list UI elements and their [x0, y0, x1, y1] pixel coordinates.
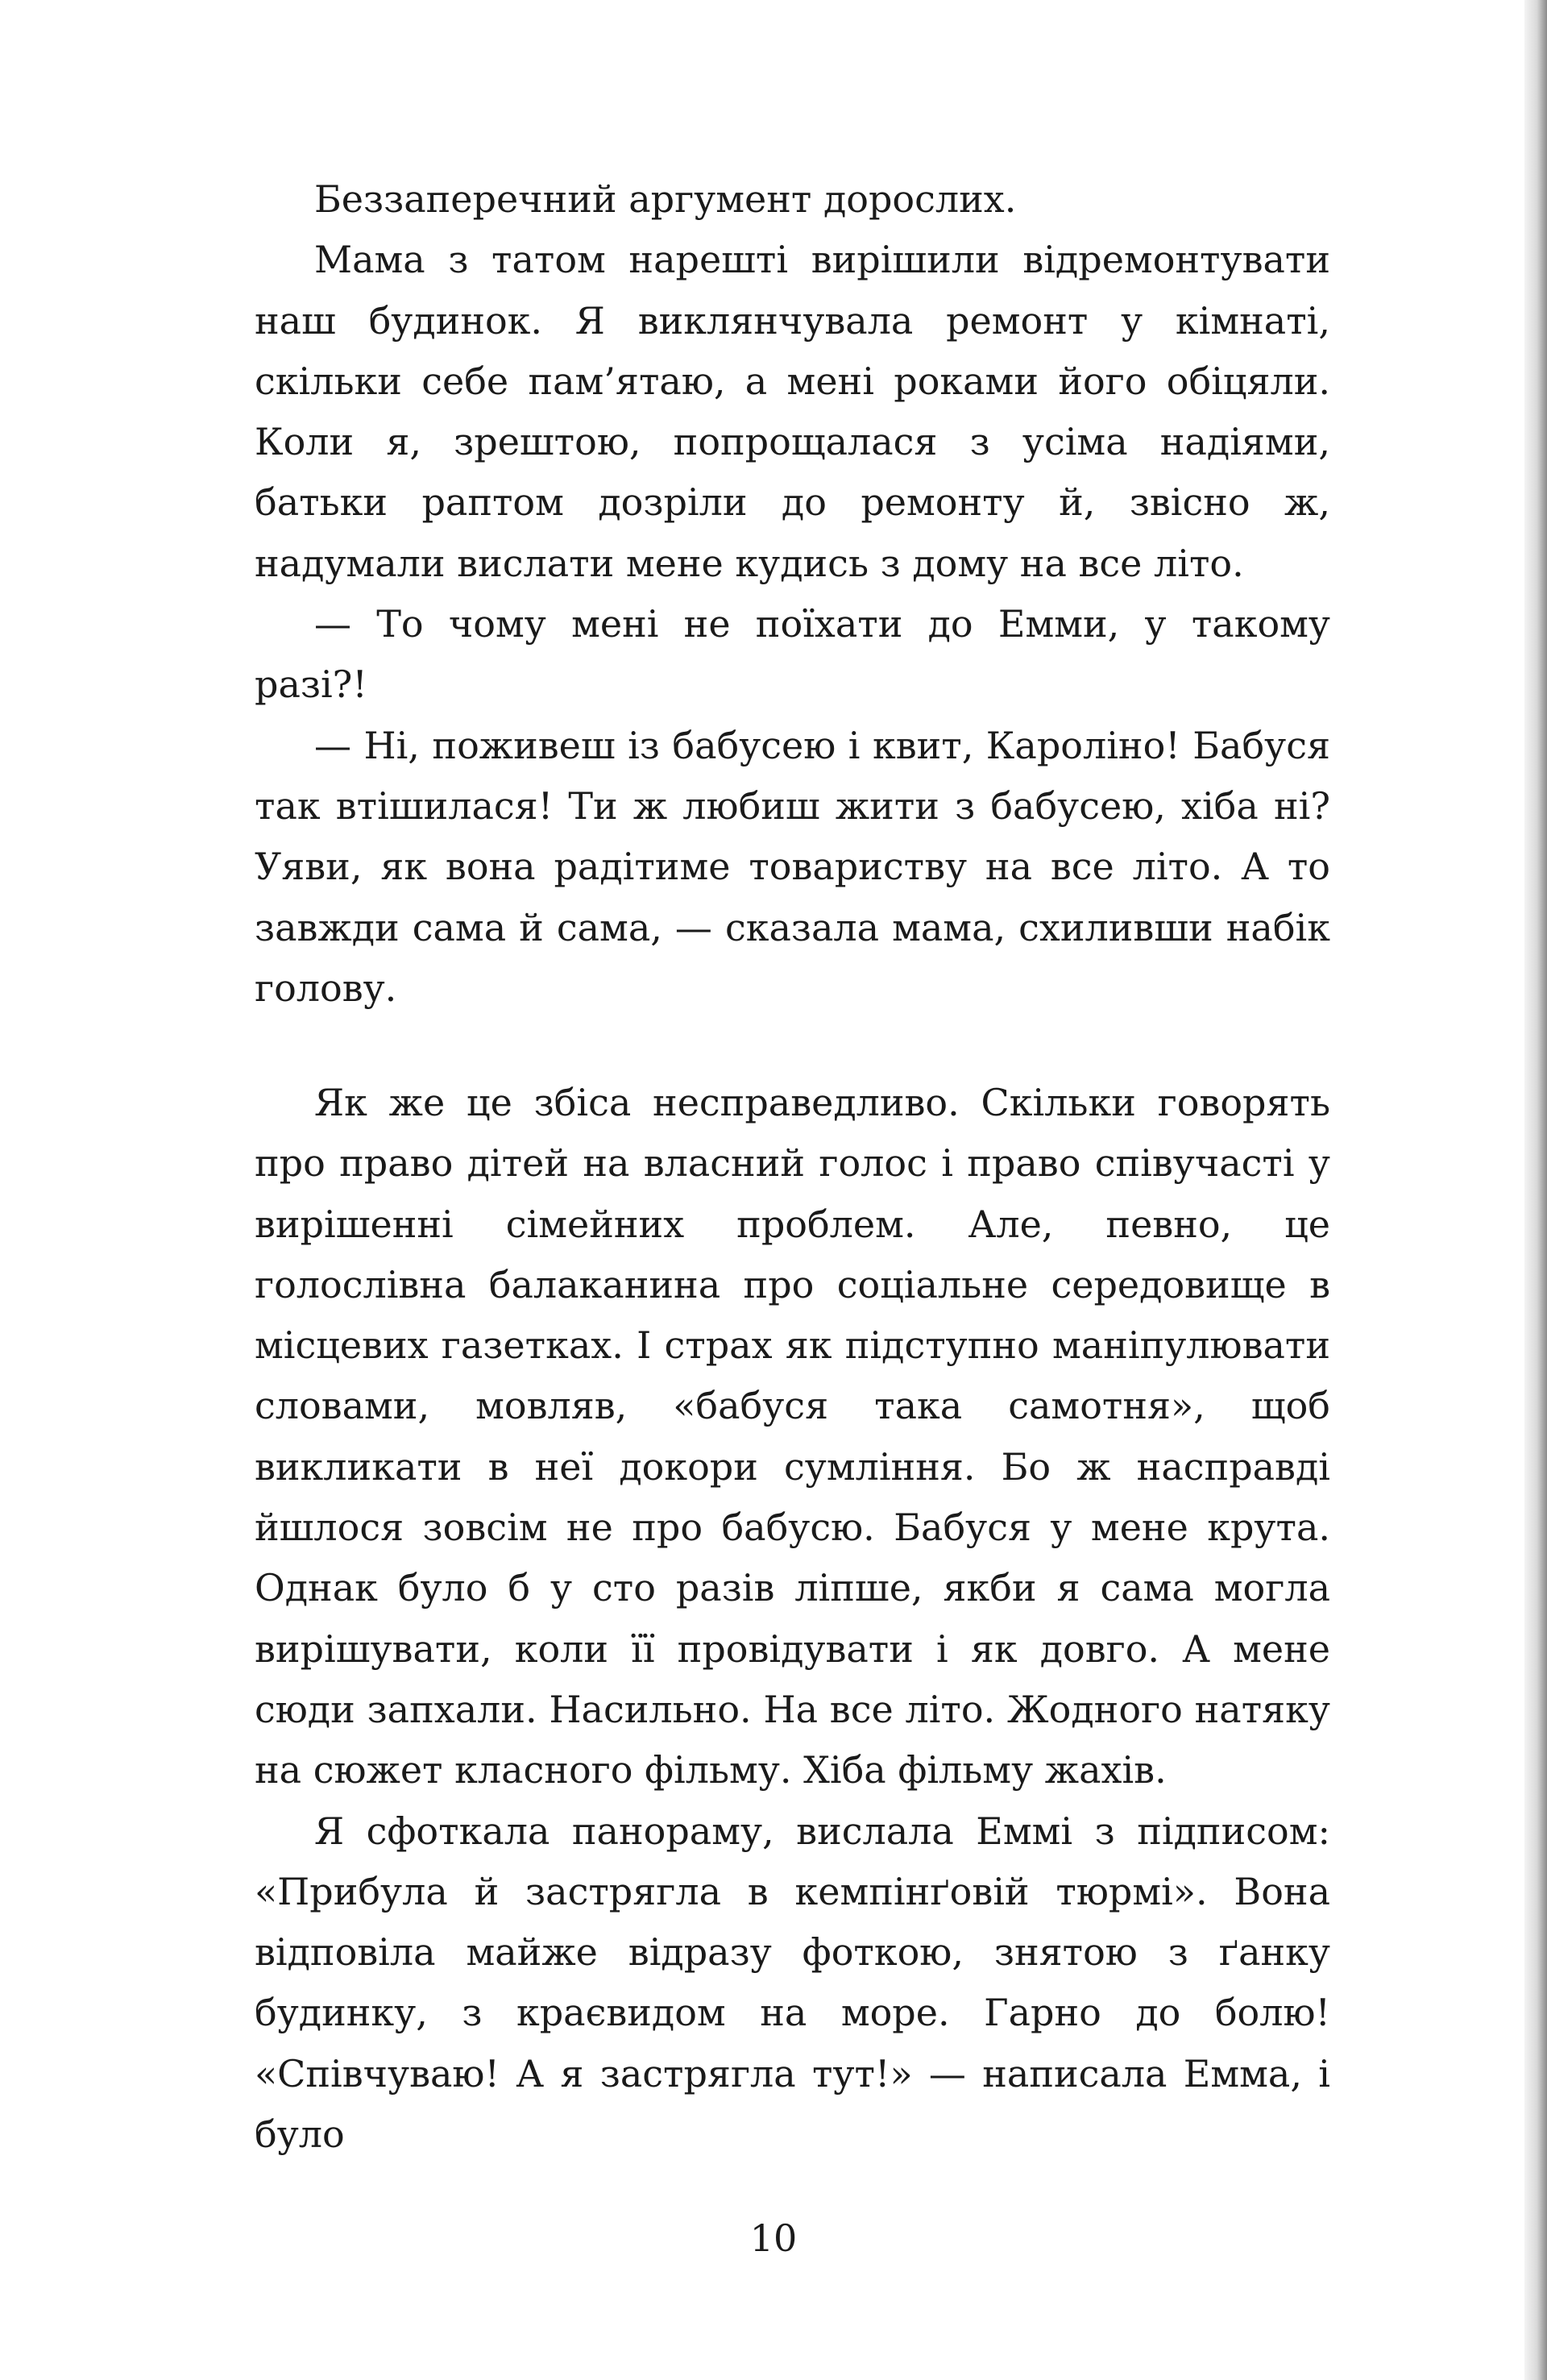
paragraph: — То чому мені не поїхати до Емми, у такому разі?! [255, 602, 1330, 707]
paragraph: Мама з татом нарешті вирішили відремонтувати наш будинок. Я виклянчувала ремонт у кімнаті, скільки себе пам’ятаю, а мені роками його обіцяли. Коли я, зрештою, попрощалася з усіма надіями, батьки раптом дозріли до ремонту й, звісно ж, надумали вислати мене кудись з дому на все літо. [255, 238, 1330, 585]
paragraph: Як же це збіса несправедливо. Скільки говорять про право дітей на власний голос і право співучасті у вирішенні сімейних проблем. Але, певно, це голослівна балаканина про соціальне середовище в місцевих газетках. І страх як підступно маніпулювати словами, мовляв, «бабуся така самотня», щоб викликати в неї докори сумління. Бо ж насправді йшлося зовсім не про бабусю. Бабуся у мене крута. Однак було б у сто разів ліпше, якби я сама могла вирішувати, коли її провідувати і як довго. А мене сюди запхали. Насильно. На все літо. Жодного натяку на сюжет класного фільму. Хіба фільму жахів. [255, 1081, 1330, 1792]
page-edge-shadow [1524, 0, 1547, 2380]
paragraph: Я сфоткала панораму, вислала Еммі з підписом: «Прибула й застрягла в кемпінґовій тюрмі». Вона відповіла майже відразу фоткою, знятою з ґанку будинку, з краєвидом на море. Гарно до болю! «Співчуваю! А я застрягла тут!» — написала Емма, і було [255, 1809, 1330, 2157]
text-section-1 [255, 169, 1330, 1019]
paragraph: — Ні, поживеш із бабусею і квит, Кароліно! Бабуся так втішилася! Ти ж любиш жити з бабусею, хіба ні? Уяви, як вона радітиме товариству на все літо. А то завжди сама й сама, — сказала мама, схиливши набік голову. [255, 723, 1330, 1010]
page-number: 10 [749, 2216, 798, 2260]
text-section-2 [255, 1073, 1330, 2165]
paragraph: Беззаперечний аргумент дорослих. [314, 177, 1017, 221]
